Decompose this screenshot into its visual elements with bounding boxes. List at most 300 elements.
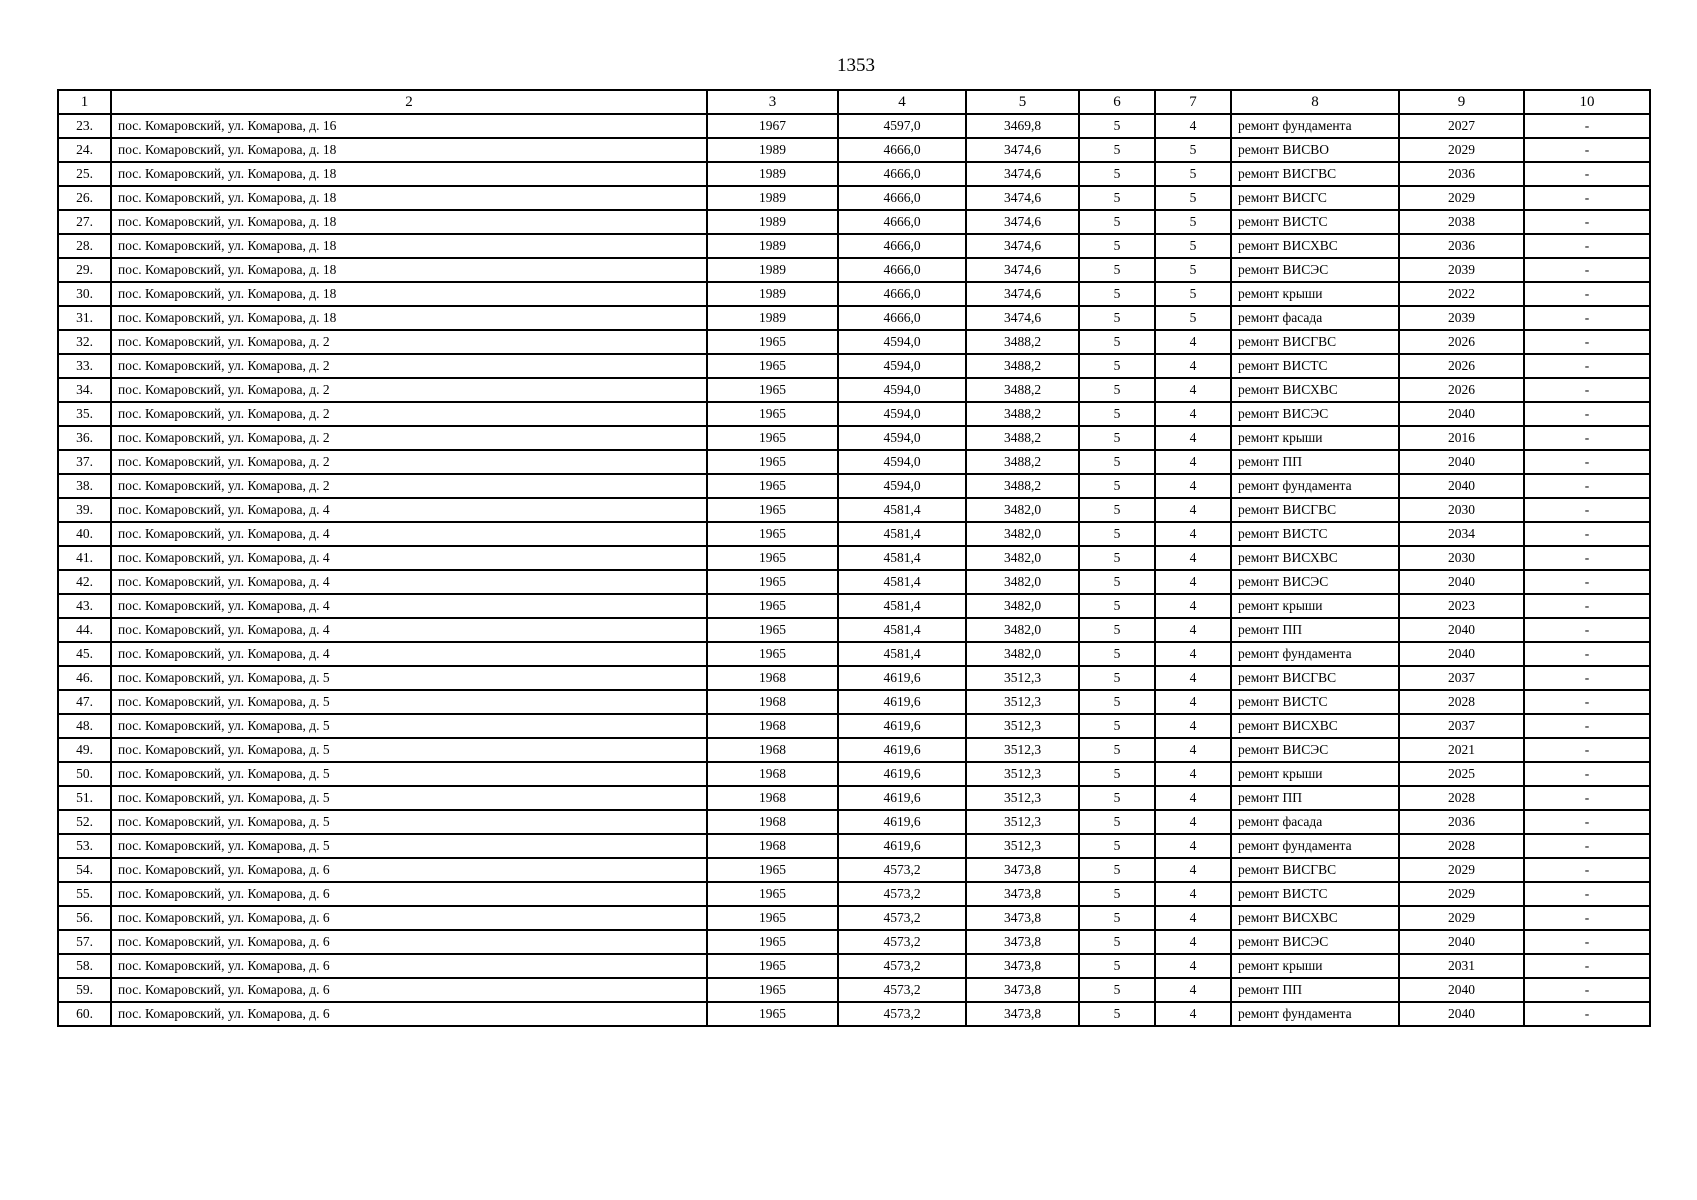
table-row (58, 618, 1650, 642)
note-cell: - (1524, 642, 1650, 666)
total-area-cell: 4594,0 (838, 450, 966, 474)
note-cell: - (1524, 1002, 1650, 1026)
total-area-cell: 4594,0 (838, 330, 966, 354)
note-cell: - (1524, 834, 1650, 858)
living-area-cell: 3488,2 (966, 330, 1079, 354)
work-type-cell: ремонт ВИСХВС (1231, 906, 1399, 930)
living-area-cell: 3473,8 (966, 906, 1079, 930)
planned-year-cell: 2028 (1399, 690, 1524, 714)
address-cell: пос. Комаровский, ул. Комарова, д. 18 (111, 306, 707, 330)
floors-cell: 5 (1079, 426, 1155, 450)
entrances-cell: 5 (1155, 138, 1231, 162)
planned-year-cell: 2037 (1399, 714, 1524, 738)
entrances-cell: 5 (1155, 210, 1231, 234)
work-type-cell: ремонт крыши (1231, 282, 1399, 306)
table-row (58, 954, 1650, 978)
row-number: 28. (58, 234, 111, 258)
planned-year-cell: 2025 (1399, 762, 1524, 786)
year-built-cell: 1968 (707, 786, 838, 810)
planned-year-cell: 2040 (1399, 402, 1524, 426)
total-area-cell: 4666,0 (838, 210, 966, 234)
floors-cell: 5 (1079, 354, 1155, 378)
row-number: 47. (58, 690, 111, 714)
floors-cell: 5 (1079, 786, 1155, 810)
entrances-cell: 4 (1155, 642, 1231, 666)
table-row (58, 882, 1650, 906)
floors-cell: 5 (1079, 762, 1155, 786)
work-type-cell: ремонт ВИСТС (1231, 210, 1399, 234)
year-built-cell: 1989 (707, 210, 838, 234)
floors-cell: 5 (1079, 330, 1155, 354)
address-cell: пос. Комаровский, ул. Комарова, д. 6 (111, 858, 707, 882)
floors-cell: 5 (1079, 402, 1155, 426)
total-area-cell: 4666,0 (838, 306, 966, 330)
total-area-cell: 4597,0 (838, 114, 966, 138)
row-number: 60. (58, 1002, 111, 1026)
column-header: 10 (1524, 90, 1650, 114)
total-area-cell: 4619,6 (838, 666, 966, 690)
row-number: 36. (58, 426, 111, 450)
address-cell: пос. Комаровский, ул. Комарова, д. 2 (111, 378, 707, 402)
year-built-cell: 1989 (707, 162, 838, 186)
row-number: 54. (58, 858, 111, 882)
row-number: 57. (58, 930, 111, 954)
work-type-cell: ремонт фундамента (1231, 642, 1399, 666)
work-type-cell: ремонт ВИСГВС (1231, 666, 1399, 690)
living-area-cell: 3473,8 (966, 858, 1079, 882)
living-area-cell: 3482,0 (966, 522, 1079, 546)
work-type-cell: ремонт ПП (1231, 450, 1399, 474)
address-cell: пос. Комаровский, ул. Комарова, д. 18 (111, 282, 707, 306)
floors-cell: 5 (1079, 690, 1155, 714)
row-number: 32. (58, 330, 111, 354)
living-area-cell: 3474,6 (966, 282, 1079, 306)
year-built-cell: 1989 (707, 258, 838, 282)
row-number: 58. (58, 954, 111, 978)
address-cell: пос. Комаровский, ул. Комарова, д. 4 (111, 522, 707, 546)
floors-cell: 5 (1079, 1002, 1155, 1026)
address-cell: пос. Комаровский, ул. Комарова, д. 18 (111, 258, 707, 282)
planned-year-cell: 2034 (1399, 522, 1524, 546)
work-type-cell: ремонт ВИСГВС (1231, 498, 1399, 522)
planned-year-cell: 2028 (1399, 786, 1524, 810)
note-cell: - (1524, 498, 1650, 522)
work-type-cell: ремонт фундамента (1231, 834, 1399, 858)
living-area-cell: 3512,3 (966, 690, 1079, 714)
row-number: 56. (58, 906, 111, 930)
floors-cell: 5 (1079, 954, 1155, 978)
floors-cell: 5 (1079, 378, 1155, 402)
note-cell: - (1524, 594, 1650, 618)
entrances-cell: 4 (1155, 690, 1231, 714)
living-area-cell: 3474,6 (966, 258, 1079, 282)
row-number: 51. (58, 786, 111, 810)
address-cell: пос. Комаровский, ул. Комарова, д. 5 (111, 762, 707, 786)
address-cell: пос. Комаровский, ул. Комарова, д. 6 (111, 1002, 707, 1026)
planned-year-cell: 2029 (1399, 858, 1524, 882)
floors-cell: 5 (1079, 546, 1155, 570)
column-header: 7 (1155, 90, 1231, 114)
entrances-cell: 5 (1155, 162, 1231, 186)
address-cell: пос. Комаровский, ул. Комарова, д. 5 (111, 690, 707, 714)
total-area-cell: 4619,6 (838, 762, 966, 786)
row-number: 41. (58, 546, 111, 570)
entrances-cell: 5 (1155, 234, 1231, 258)
column-header: 2 (111, 90, 707, 114)
entrances-cell: 4 (1155, 498, 1231, 522)
work-type-cell: ремонт ВИСТС (1231, 690, 1399, 714)
row-number: 40. (58, 522, 111, 546)
year-built-cell: 1965 (707, 378, 838, 402)
row-number: 26. (58, 186, 111, 210)
row-number: 45. (58, 642, 111, 666)
floors-cell: 5 (1079, 834, 1155, 858)
work-type-cell: ремонт ВИСЭС (1231, 930, 1399, 954)
address-cell: пос. Комаровский, ул. Комарова, д. 16 (111, 114, 707, 138)
planned-year-cell: 2040 (1399, 474, 1524, 498)
row-number: 50. (58, 762, 111, 786)
living-area-cell: 3474,6 (966, 162, 1079, 186)
planned-year-cell: 2036 (1399, 162, 1524, 186)
floors-cell: 5 (1079, 930, 1155, 954)
entrances-cell: 4 (1155, 954, 1231, 978)
work-type-cell: ремонт ВИСГВС (1231, 858, 1399, 882)
entrances-cell: 4 (1155, 570, 1231, 594)
total-area-cell: 4594,0 (838, 426, 966, 450)
floors-cell: 5 (1079, 738, 1155, 762)
note-cell: - (1524, 402, 1650, 426)
entrances-cell: 4 (1155, 378, 1231, 402)
column-header: 6 (1079, 90, 1155, 114)
entrances-cell: 4 (1155, 474, 1231, 498)
year-built-cell: 1989 (707, 138, 838, 162)
note-cell: - (1524, 810, 1650, 834)
year-built-cell: 1965 (707, 954, 838, 978)
living-area-cell: 3474,6 (966, 210, 1079, 234)
table-row (58, 1002, 1650, 1026)
living-area-cell: 3512,3 (966, 834, 1079, 858)
year-built-cell: 1965 (707, 426, 838, 450)
address-cell: пос. Комаровский, ул. Комарова, д. 4 (111, 594, 707, 618)
planned-year-cell: 2029 (1399, 882, 1524, 906)
entrances-cell: 4 (1155, 354, 1231, 378)
note-cell: - (1524, 762, 1650, 786)
note-cell: - (1524, 282, 1650, 306)
year-built-cell: 1965 (707, 498, 838, 522)
row-number: 27. (58, 210, 111, 234)
planned-year-cell: 2027 (1399, 114, 1524, 138)
year-built-cell: 1965 (707, 450, 838, 474)
planned-year-cell: 2026 (1399, 354, 1524, 378)
entrances-cell: 4 (1155, 930, 1231, 954)
planned-year-cell: 2039 (1399, 306, 1524, 330)
year-built-cell: 1968 (707, 738, 838, 762)
work-type-cell: ремонт фундамента (1231, 474, 1399, 498)
floors-cell: 5 (1079, 666, 1155, 690)
row-number: 53. (58, 834, 111, 858)
row-number: 34. (58, 378, 111, 402)
living-area-cell: 3512,3 (966, 738, 1079, 762)
living-area-cell: 3512,3 (966, 762, 1079, 786)
note-cell: - (1524, 882, 1650, 906)
planned-year-cell: 2026 (1399, 378, 1524, 402)
year-built-cell: 1965 (707, 906, 838, 930)
planned-year-cell: 2039 (1399, 258, 1524, 282)
planned-year-cell: 2040 (1399, 930, 1524, 954)
total-area-cell: 4594,0 (838, 354, 966, 378)
year-built-cell: 1965 (707, 522, 838, 546)
work-type-cell: ремонт ПП (1231, 786, 1399, 810)
planned-year-cell: 2040 (1399, 978, 1524, 1002)
work-type-cell: ремонт ПП (1231, 978, 1399, 1002)
note-cell: - (1524, 426, 1650, 450)
living-area-cell: 3482,0 (966, 594, 1079, 618)
total-area-cell: 4581,4 (838, 618, 966, 642)
total-area-cell: 4666,0 (838, 234, 966, 258)
table-row (58, 210, 1650, 234)
note-cell: - (1524, 618, 1650, 642)
row-number: 44. (58, 618, 111, 642)
table-row (58, 522, 1650, 546)
address-cell: пос. Комаровский, ул. Комарова, д. 6 (111, 906, 707, 930)
table-row (58, 474, 1650, 498)
year-built-cell: 1965 (707, 930, 838, 954)
note-cell: - (1524, 954, 1650, 978)
note-cell: - (1524, 714, 1650, 738)
planned-year-cell: 2030 (1399, 546, 1524, 570)
address-cell: пос. Комаровский, ул. Комарова, д. 5 (111, 738, 707, 762)
total-area-cell: 4581,4 (838, 522, 966, 546)
planned-year-cell: 2029 (1399, 186, 1524, 210)
row-number: 25. (58, 162, 111, 186)
note-cell: - (1524, 138, 1650, 162)
year-built-cell: 1965 (707, 354, 838, 378)
total-area-cell: 4581,4 (838, 642, 966, 666)
floors-cell: 5 (1079, 594, 1155, 618)
total-area-cell: 4619,6 (838, 810, 966, 834)
table-row (58, 594, 1650, 618)
work-type-cell: ремонт ПП (1231, 618, 1399, 642)
row-number: 35. (58, 402, 111, 426)
total-area-cell: 4619,6 (838, 786, 966, 810)
living-area-cell: 3488,2 (966, 450, 1079, 474)
column-header: 8 (1231, 90, 1399, 114)
year-built-cell: 1965 (707, 330, 838, 354)
living-area-cell: 3474,6 (966, 234, 1079, 258)
row-number: 59. (58, 978, 111, 1002)
floors-cell: 5 (1079, 906, 1155, 930)
total-area-cell: 4619,6 (838, 834, 966, 858)
total-area-cell: 4573,2 (838, 930, 966, 954)
planned-year-cell: 2038 (1399, 210, 1524, 234)
entrances-cell: 4 (1155, 786, 1231, 810)
note-cell: - (1524, 114, 1650, 138)
living-area-cell: 3473,8 (966, 954, 1079, 978)
living-area-cell: 3488,2 (966, 354, 1079, 378)
work-type-cell: ремонт крыши (1231, 954, 1399, 978)
table-row (58, 426, 1650, 450)
note-cell: - (1524, 474, 1650, 498)
address-cell: пос. Комаровский, ул. Комарова, д. 18 (111, 138, 707, 162)
note-cell: - (1524, 690, 1650, 714)
address-cell: пос. Комаровский, ул. Комарова, д. 4 (111, 642, 707, 666)
year-built-cell: 1965 (707, 546, 838, 570)
year-built-cell: 1968 (707, 810, 838, 834)
work-type-cell: ремонт ВИСГВС (1231, 162, 1399, 186)
living-area-cell: 3474,6 (966, 306, 1079, 330)
row-number: 48. (58, 714, 111, 738)
year-built-cell: 1965 (707, 618, 838, 642)
total-area-cell: 4573,2 (838, 978, 966, 1002)
entrances-cell: 4 (1155, 594, 1231, 618)
total-area-cell: 4581,4 (838, 498, 966, 522)
table-row (58, 354, 1650, 378)
year-built-cell: 1965 (707, 642, 838, 666)
planned-year-cell: 2030 (1399, 498, 1524, 522)
row-number: 52. (58, 810, 111, 834)
table-row (58, 570, 1650, 594)
entrances-cell: 4 (1155, 834, 1231, 858)
column-header: 1 (58, 90, 111, 114)
column-header: 4 (838, 90, 966, 114)
planned-year-cell: 2029 (1399, 138, 1524, 162)
row-number: 33. (58, 354, 111, 378)
work-type-cell: ремонт крыши (1231, 594, 1399, 618)
work-type-cell: ремонт фасада (1231, 810, 1399, 834)
total-area-cell: 4573,2 (838, 1002, 966, 1026)
living-area-cell: 3488,2 (966, 402, 1079, 426)
note-cell: - (1524, 522, 1650, 546)
note-cell: - (1524, 354, 1650, 378)
note-cell: - (1524, 666, 1650, 690)
address-cell: пос. Комаровский, ул. Комарова, д. 18 (111, 162, 707, 186)
row-number: 43. (58, 594, 111, 618)
floors-cell: 5 (1079, 114, 1155, 138)
note-cell: - (1524, 450, 1650, 474)
total-area-cell: 4619,6 (838, 738, 966, 762)
entrances-cell: 4 (1155, 906, 1231, 930)
planned-year-cell: 2023 (1399, 594, 1524, 618)
note-cell: - (1524, 978, 1650, 1002)
entrances-cell: 5 (1155, 186, 1231, 210)
planned-year-cell: 2026 (1399, 330, 1524, 354)
living-area-cell: 3474,6 (966, 138, 1079, 162)
note-cell: - (1524, 786, 1650, 810)
address-cell: пос. Комаровский, ул. Комарова, д. 18 (111, 234, 707, 258)
table-row (58, 330, 1650, 354)
table-row (58, 762, 1650, 786)
address-cell: пос. Комаровский, ул. Комарова, д. 4 (111, 618, 707, 642)
note-cell: - (1524, 258, 1650, 282)
living-area-cell: 3482,0 (966, 498, 1079, 522)
total-area-cell: 4573,2 (838, 858, 966, 882)
table-row (58, 738, 1650, 762)
living-area-cell: 3473,8 (966, 930, 1079, 954)
table-row (58, 714, 1650, 738)
column-header: 3 (707, 90, 838, 114)
living-area-cell: 3512,3 (966, 714, 1079, 738)
note-cell: - (1524, 930, 1650, 954)
work-type-cell: ремонт крыши (1231, 762, 1399, 786)
work-type-cell: ремонт фундамента (1231, 114, 1399, 138)
entrances-cell: 4 (1155, 714, 1231, 738)
work-type-cell: ремонт крыши (1231, 426, 1399, 450)
table-row (58, 378, 1650, 402)
floors-cell: 5 (1079, 474, 1155, 498)
note-cell: - (1524, 210, 1650, 234)
entrances-cell: 4 (1155, 858, 1231, 882)
note-cell: - (1524, 570, 1650, 594)
year-built-cell: 1968 (707, 690, 838, 714)
table-row (58, 906, 1650, 930)
address-cell: пос. Комаровский, ул. Комарова, д. 2 (111, 330, 707, 354)
table-row (58, 978, 1650, 1002)
note-cell: - (1524, 186, 1650, 210)
row-number: 29. (58, 258, 111, 282)
work-type-cell: ремонт ВИСТС (1231, 882, 1399, 906)
table-body (58, 114, 1650, 1026)
planned-year-cell: 2021 (1399, 738, 1524, 762)
table-row (58, 834, 1650, 858)
floors-cell: 5 (1079, 882, 1155, 906)
entrances-cell: 4 (1155, 1002, 1231, 1026)
work-type-cell: ремонт ВИСХВС (1231, 546, 1399, 570)
floors-cell: 5 (1079, 306, 1155, 330)
row-number: 23. (58, 114, 111, 138)
table-header-row (58, 90, 1650, 114)
total-area-cell: 4594,0 (838, 378, 966, 402)
address-cell: пос. Комаровский, ул. Комарова, д. 18 (111, 186, 707, 210)
entrances-cell: 4 (1155, 522, 1231, 546)
year-built-cell: 1968 (707, 714, 838, 738)
entrances-cell: 4 (1155, 978, 1231, 1002)
floors-cell: 5 (1079, 162, 1155, 186)
table-row (58, 306, 1650, 330)
note-cell: - (1524, 906, 1650, 930)
row-number: 24. (58, 138, 111, 162)
year-built-cell: 1965 (707, 858, 838, 882)
entrances-cell: 5 (1155, 258, 1231, 282)
note-cell: - (1524, 234, 1650, 258)
total-area-cell: 4666,0 (838, 258, 966, 282)
work-type-cell: ремонт ВИСЭС (1231, 570, 1399, 594)
table-row (58, 114, 1650, 138)
year-built-cell: 1965 (707, 594, 838, 618)
living-area-cell: 3482,0 (966, 570, 1079, 594)
entrances-cell: 4 (1155, 810, 1231, 834)
work-type-cell: ремонт фундамента (1231, 1002, 1399, 1026)
entrances-cell: 5 (1155, 306, 1231, 330)
living-area-cell: 3512,3 (966, 810, 1079, 834)
row-number: 39. (58, 498, 111, 522)
floors-cell: 5 (1079, 810, 1155, 834)
floors-cell: 5 (1079, 642, 1155, 666)
total-area-cell: 4573,2 (838, 882, 966, 906)
work-type-cell: ремонт фасада (1231, 306, 1399, 330)
floors-cell: 5 (1079, 186, 1155, 210)
table-row (58, 162, 1650, 186)
year-built-cell: 1989 (707, 282, 838, 306)
total-area-cell: 4581,4 (838, 594, 966, 618)
floors-cell: 5 (1079, 714, 1155, 738)
table-row (58, 810, 1650, 834)
note-cell: - (1524, 378, 1650, 402)
total-area-cell: 4581,4 (838, 570, 966, 594)
entrances-cell: 5 (1155, 282, 1231, 306)
planned-year-cell: 2040 (1399, 618, 1524, 642)
work-type-cell: ремонт ВИСХВС (1231, 234, 1399, 258)
floors-cell: 5 (1079, 258, 1155, 282)
